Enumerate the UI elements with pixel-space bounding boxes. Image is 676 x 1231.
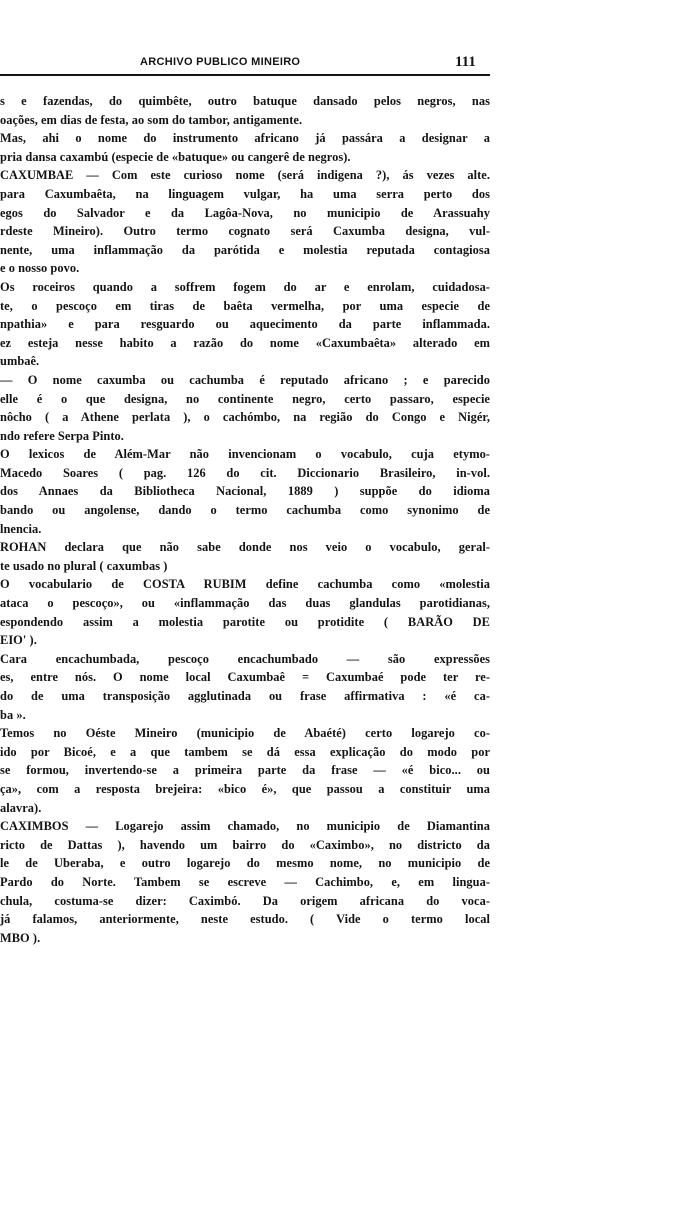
text-line: le de Uberaba, e outro logarejo do mesmo nome, no municipio de	[0, 856, 490, 871]
text-line: ROHAN declara que não sabe donde nos veio o vocabulo, geral-	[0, 540, 490, 555]
text-line: Mas, ahi o nome do instrumento africano já passára a designar a	[0, 131, 490, 146]
text-line: MBO ).	[0, 930, 41, 945]
text-line: já falamos, anteriormente, neste estudo. ( Vide o termo local	[0, 912, 490, 927]
text-line: Macedo Soares ( pag. 126 do cit. Diccionario Brasileiro, in-vol.	[0, 465, 490, 480]
text-line: ez esteja nesse habito a razão do nome «Caxumbaêta» alterado em	[0, 335, 490, 350]
text-line: se formou, invertendo-se a primeira parte da frase — «é bico... ou	[0, 763, 490, 778]
text-line: espondendo assim a molestia parotite ou protidite ( BARÃO DE	[0, 614, 490, 629]
page-header	[0, 54, 490, 76]
text-line: — O nome caxumba ou cachumba é reputado africano ; e parecido	[0, 372, 490, 387]
text-line: alavra).	[0, 800, 42, 815]
text-line: e o nosso povo.	[0, 261, 80, 276]
text-line: bando ou angolense, dando o termo cachumba como synonimo de	[0, 503, 490, 518]
text-line: ricto de Dattas ), havendo um bairro do «Caximbo», no districto da	[0, 837, 490, 852]
text-line: dos Annaes da Bibliotheca Nacional, 1889 ) suppõe do idioma	[0, 484, 490, 499]
page-number: 111	[455, 54, 476, 70]
text-line: do de uma transposição agglutinada ou frase affirmativa : «é ca-	[0, 689, 490, 703]
text-line: te usado no plural ( caxumbas )	[0, 558, 168, 573]
text-line: O vocabulario de COSTA RUBIM define cachumba como «molestia	[0, 577, 490, 592]
text-line: elle é o que designa, no continente negro, certo passaro, especie	[0, 391, 490, 406]
text-line: oações, em dias de festa, ao som do tambor, antigamente.	[0, 112, 303, 127]
text-line: CAXIMBOS — Logarejo assim chamado, no municipio de Diamantina	[0, 819, 490, 834]
text-line: pria dansa caxambú (especie de «batuque» ou cangerê de negros).	[0, 149, 351, 164]
text-line: Os roceiros quando a soffrem fogem do ar e enrolam, cuidadosa-	[0, 279, 490, 294]
text-line: rdeste Mineiro). Outro termo cognato será Caxumba designa, vul-	[0, 224, 490, 239]
text-line: ba ».	[0, 707, 26, 722]
running-head: ARCHIVO PUBLICO MINEIRO	[140, 56, 301, 68]
text-line: ido por Bicoé, e a que tambem se dá essa explicação do modo por	[0, 744, 490, 759]
text-line: lnencia.	[0, 521, 42, 536]
text-line: te, o pescoço em tiras de baêta vermelha, por uma especie de	[0, 298, 490, 313]
body-text	[0, 92, 490, 947]
text-line: Temos no Oéste Mineiro (municipio de Abaété) certo logarejo co-	[0, 726, 490, 741]
text-line: Pardo do Norte. Tambem se escreve — Cachimbo, e, em lingua-	[0, 874, 490, 889]
text-line: egos do Salvador e da Lagôa-Nova, no municipio de Arassuahy	[0, 205, 490, 220]
text-line: s e fazendas, do quimbête, outro batuque dansado pelos negros, nas	[0, 94, 490, 108]
text-line: nôcho ( a Athene perlata ), o cachómbo, na região do Congo e Nigér,	[0, 410, 490, 425]
text-line: para Caxumbaêta, na linguagem vulgar, ha uma serra perto dos	[0, 186, 490, 201]
text-line: es, entre nós. O nome local Caxumbaê = Caxumbaé pode ter re-	[0, 670, 490, 685]
text-line: ndo refere Serpa Pinto.	[0, 428, 124, 443]
text-line: Cara encachumbada, pescoço encachumbado — são expressões	[0, 651, 490, 666]
text-line: ça», com a resposta brejeira: «bico é», que passou a constituir uma	[0, 781, 490, 796]
text-line: O lexicos de Além-Mar não invencionam o vocabulo, cuja etymo-	[0, 447, 490, 462]
text-line: EIO' ).	[0, 633, 37, 648]
text-line: CAXUMBAE — Com este curioso nome (será indigena ?), ás vezes alte.	[0, 168, 490, 183]
text-line: npathia» e para resguardo ou aquecimento da parte inflammada.	[0, 317, 490, 332]
text-line: nente, uma inflammação da parótida e molestia reputada contagiosa	[0, 242, 490, 257]
text-line: ataca o pescoço», ou «inflammação das duas glandulas parotidianas,	[0, 596, 490, 611]
text-line: umbaê.	[0, 354, 40, 369]
text-line: chula, costuma-se dizer: Caximbó. Da origem africana do voca-	[0, 893, 490, 908]
